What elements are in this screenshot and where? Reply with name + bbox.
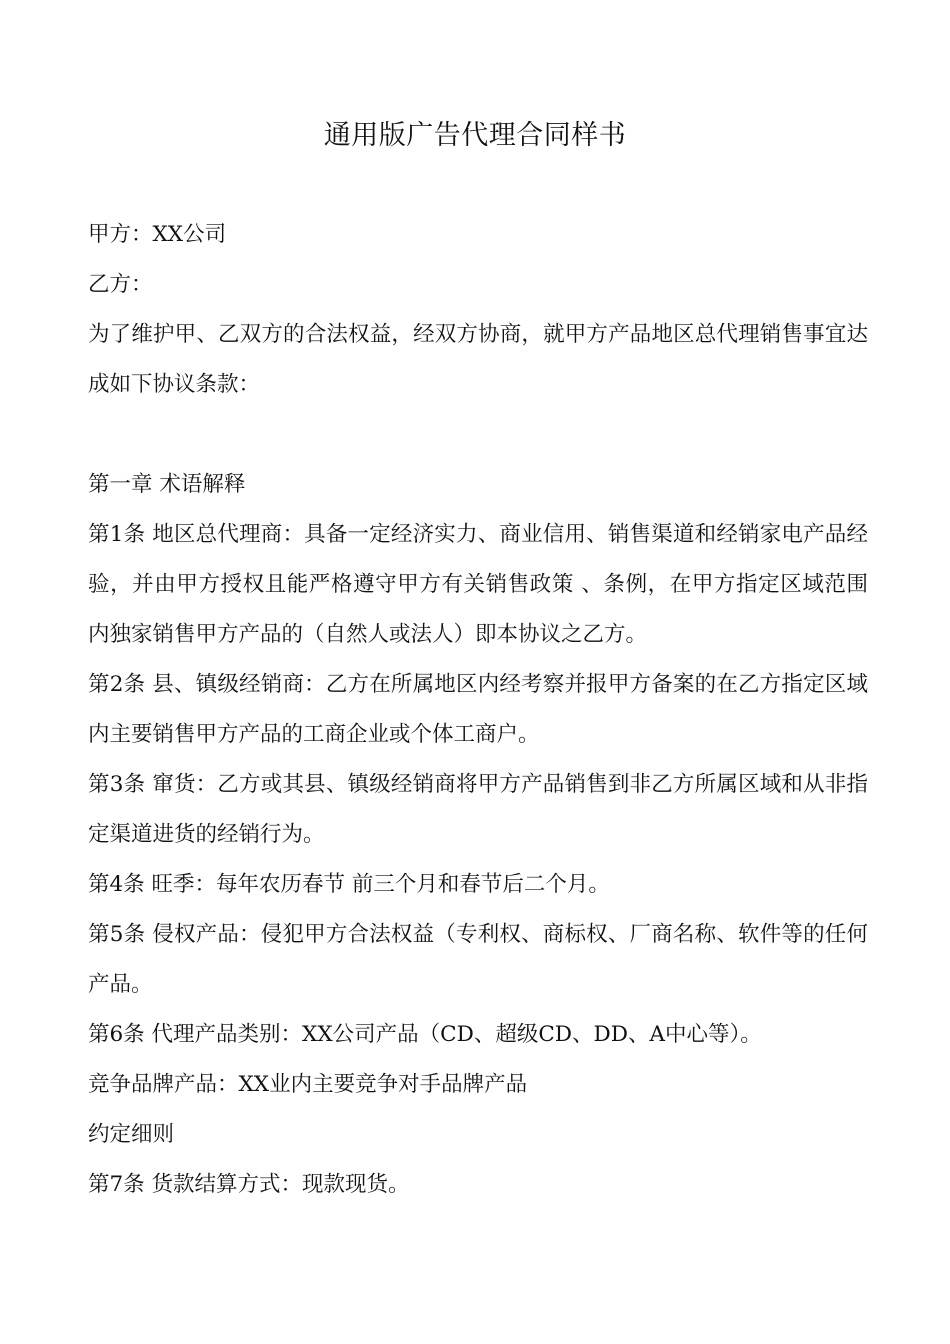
article-2: 第2条 县、镇级经销商：乙方在所属地区内经考察并报甲方备案的在乙方指定区域内主要销售甲方产品的工商企业或个体工商户。 (88, 672, 868, 747)
document-body (88, 210, 868, 1210)
blank-line (88, 410, 868, 460)
party-b-line: 乙方： (88, 272, 153, 297)
article-1: 第1条 地区总代理商：具备一定经济实力、商业信用、销售渠道和经销家电产品经验，并由甲方授权且能严格遵守甲方有关销售政策 、条例，在甲方指定区域范围内独家销售甲方产品的（自然人或法人）即本协议之乙方。 (88, 522, 868, 647)
chapter-heading: 第一章 术语解释 (88, 472, 246, 497)
party-a-line: 甲方：XX公司 (88, 222, 227, 247)
section-heading-terms: 约定细则 (88, 1122, 175, 1147)
competing-brands-line: 竞争品牌产品：XX业内主要竞争对手品牌产品 (88, 1072, 528, 1097)
document-title: 通用版广告代理合同样书 (323, 120, 627, 151)
article-6: 第6条 代理产品类别：XX公司产品（CD、超级CD、DD、A中心等）。 (88, 1022, 762, 1047)
article-7: 第7条 货款结算方式：现款现货。 (88, 1172, 410, 1197)
article-5: 第5条 侵权产品：侵犯甲方合法权益（专利权、商标权、厂商名称、软件等的任何产品。 (88, 922, 868, 997)
article-3: 第3条 窜货：乙方或其县、镇级经销商将甲方产品销售到非乙方所属区域和从非指定渠道进货的经销行为。 (88, 772, 868, 847)
article-4: 第4条 旺季：每年农历春节 前三个月和春节后二个月。 (88, 872, 610, 897)
preamble-paragraph: 为了维护甲、乙双方的合法权益，经双方协商，就甲方产品地区总代理销售事宜达成如下协议条款： (88, 322, 868, 397)
